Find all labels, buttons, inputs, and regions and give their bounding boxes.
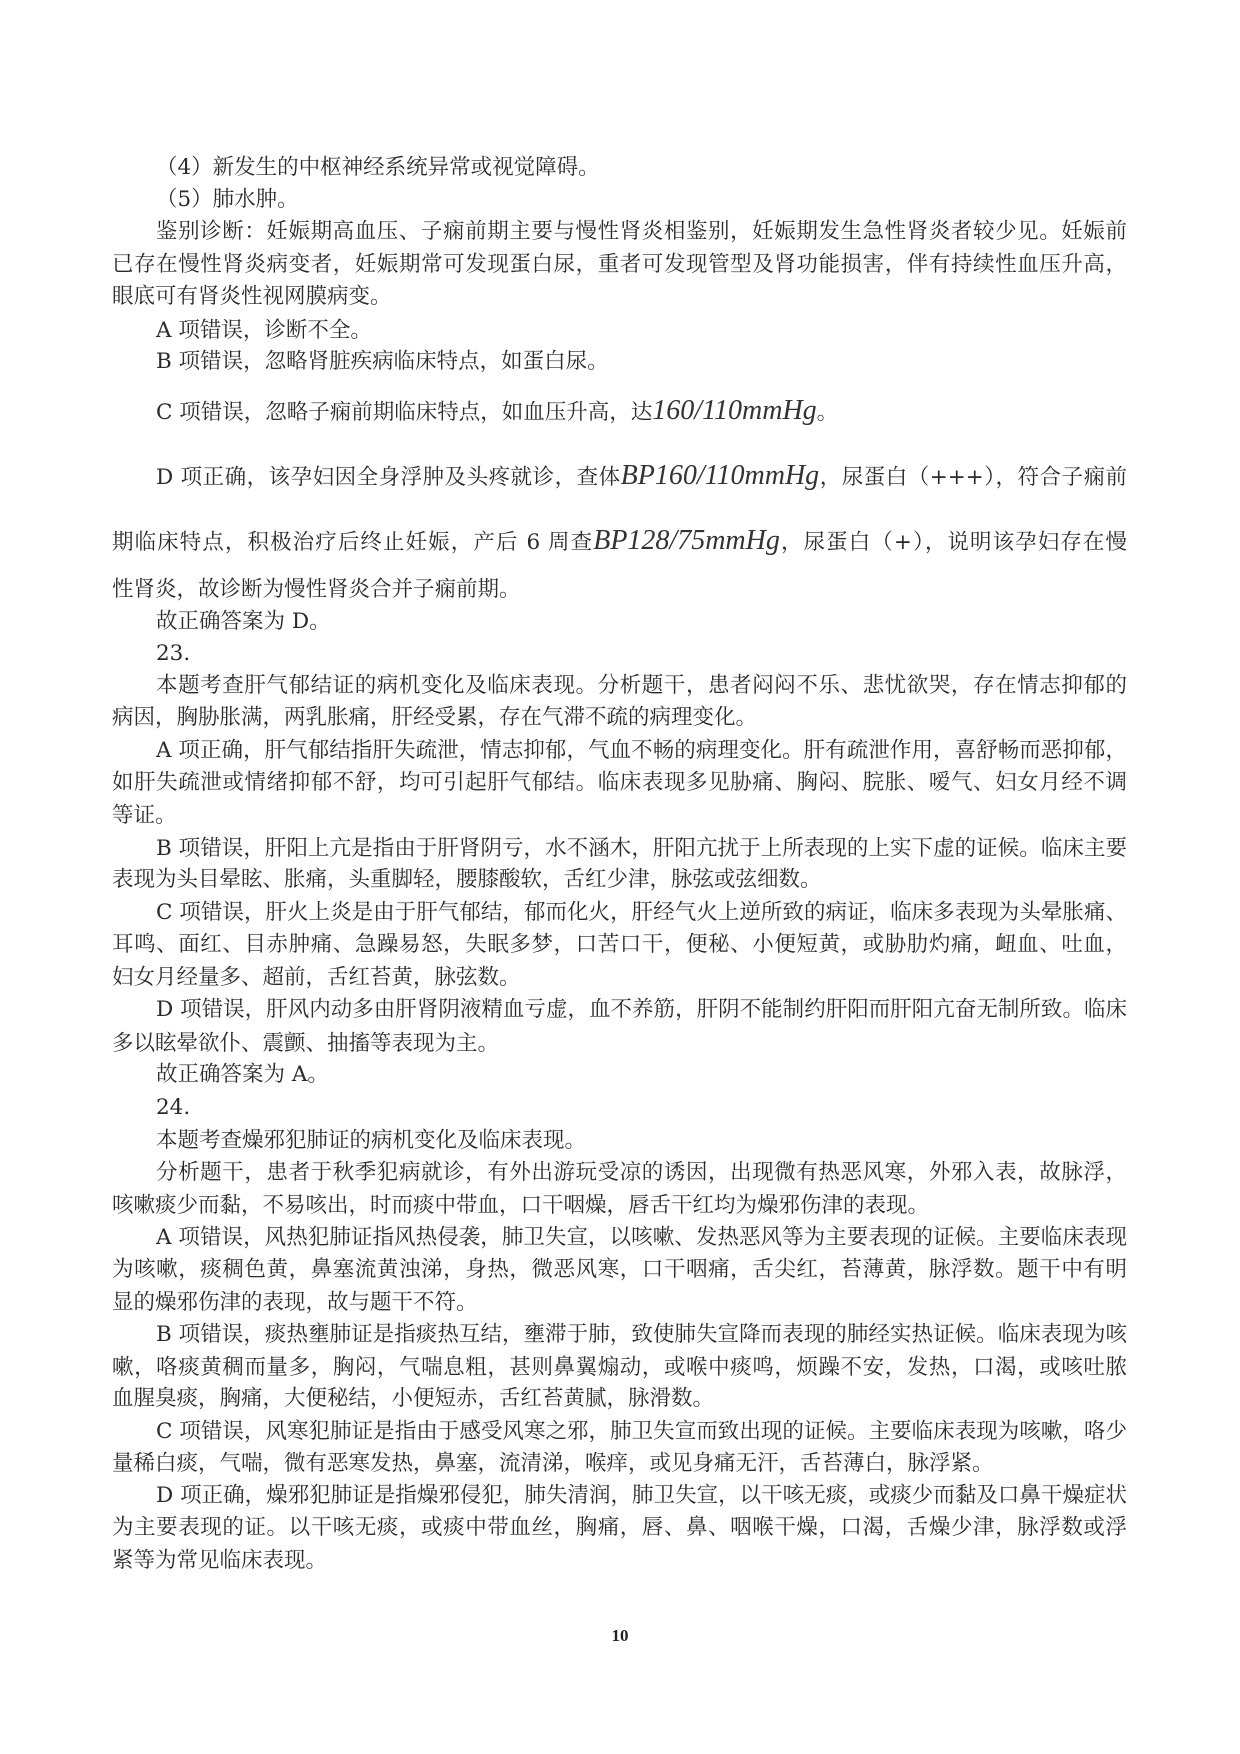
- text-segment: 性肾炎，故诊断为慢性肾炎合并子痫前期。: [112, 577, 521, 602]
- text-segment: 分析题干，患者于秋季犯病就诊，有外出游玩受凉的诱因，出现微有热恶风寒，外邪入表，故脉浮，: [156, 1160, 1127, 1185]
- text-segment: ，尿蛋白（+），说明该孕妇存在慢: [779, 530, 1127, 555]
- text-segment: 期临床特点，积极治疗后终止妊娠，产后 6 周查: [112, 530, 594, 555]
- text-segment: 故正确答案为 A。: [156, 1062, 329, 1087]
- text-segment: 鉴别诊断：妊娠期高血压、子痫前期主要与慢性肾炎相鉴别，妊娠期发生急性肾炎者较少见。妊娠前: [156, 219, 1127, 244]
- text-line: [112, 702, 1127, 734]
- text-segment: 等证。: [112, 803, 177, 828]
- math-expression: BP160/110mmHg: [620, 460, 820, 491]
- text-segment: B 项错误，痰热壅肺证是指痰热互结，壅滞于肺，致使肺失宣降而表现的肺经实热证候。临床表现为咳: [156, 1322, 1127, 1347]
- text-segment: 咳嗽痰少而黏，不易咳出，时而痰中带血，口干咽燥，唇舌干红均为燥邪伤津的表现。: [112, 1193, 930, 1218]
- text-line: [112, 1028, 1127, 1060]
- text-line: [112, 574, 1127, 606]
- text-segment: C 项错误，肝火上炎是由于肝气郁结，郁而化火，肝经气火上逆所致的病证，临床多表现为头晕胀痛、: [156, 900, 1127, 925]
- text-line: [156, 346, 1127, 378]
- text-line: [156, 460, 1127, 492]
- text-line: [156, 152, 1127, 184]
- text-segment: A 项错误，风热犯肺证指风热侵袭，肺卫失宣，以咳嗽、发热恶风等为主要表现的证候。主要临床表现: [156, 1225, 1127, 1250]
- text-line: [156, 670, 1127, 702]
- text-segment: 耳鸣、面红、目赤肿痛、急躁易怒，失眠多梦，口苦口干，便秘、小便短黄，或胁肋灼痛，衄血、吐血，: [112, 932, 1127, 957]
- text-segment: ，尿蛋白（+++），符合子痫前: [819, 465, 1128, 490]
- text-segment: 24.: [156, 1095, 191, 1120]
- page-number: 10: [611, 1626, 629, 1645]
- text-line: [112, 1545, 1127, 1577]
- text-line: [112, 1448, 1127, 1480]
- text-line: [156, 1059, 1127, 1091]
- text-segment: 本题考查燥邪犯肺证的病机变化及临床表现。: [156, 1128, 587, 1153]
- text-segment: A 项正确，肝气郁结指肝失疏泄，情志抑郁，气血不畅的病理变化。肝有疏泄作用，喜舒畅而恶抑郁，: [156, 738, 1127, 763]
- text-line: [156, 606, 1127, 638]
- text-line: [112, 1383, 1127, 1415]
- math-expression: BP128/75mmHg: [593, 525, 780, 556]
- text-segment: 妇女月经量多、超前，舌红苔黄，脉弦数。: [112, 965, 521, 990]
- text-line: [112, 962, 1127, 994]
- text-line: [112, 800, 1127, 832]
- text-line: [112, 767, 1127, 799]
- text-segment: 为主要表现的证。以干咳无痰，或痰中带血丝，胸痛，唇、鼻、咽喉干燥，口渴，舌燥少津，脉浮数或浮: [112, 1515, 1127, 1540]
- text-segment: 紧等为常见临床表现。: [112, 1548, 328, 1573]
- text-segment: 病因，胸胁胀满，两乳胀痛，肝经受累，存在气滞不疏的病理变化。: [112, 705, 758, 730]
- text-segment: 表现为头目晕眩、胀痛，头重脚轻，腰膝酸软，舌红少津，脉弦或弦细数。: [112, 867, 822, 892]
- text-line: [112, 1190, 1127, 1222]
- text-segment: D 项正确，该孕妇因全身浮肿及头疼就诊，查体: [156, 465, 621, 490]
- text-line: [156, 1125, 1127, 1157]
- text-line: [156, 1416, 1127, 1448]
- text-line: [112, 1287, 1127, 1319]
- text-line: [156, 395, 1127, 427]
- text-line: [112, 1352, 1127, 1384]
- text-line: [156, 897, 1127, 929]
- text-segment: 血腥臭痰，胸痛，大便秘结，小便短赤，舌红苔黄腻，脉滑数。: [112, 1386, 715, 1411]
- text-line: [156, 216, 1127, 248]
- text-segment: （4）新发生的中枢神经系统异常或视觉障碍。: [156, 155, 600, 180]
- text-segment: C 项错误，忽略子痫前期临床特点，如血压升高，达: [156, 400, 653, 425]
- text-segment: 23.: [156, 641, 191, 666]
- text-segment: （5）肺水肿。: [156, 187, 299, 212]
- text-segment: 为咳嗽，痰稠色黄，鼻塞流黄浊涕，身热，微恶风寒，口干咽痛，舌尖红，苔薄黄，脉浮数。题干中有明: [112, 1257, 1127, 1282]
- text-segment: 嗽，咯痰黄稠而量多，胸闷，气喘息粗，甚则鼻翼煽动，或喉中痰鸣，烦躁不安，发热，口渴，或咳吐脓: [112, 1355, 1127, 1380]
- text-segment: 显的燥邪伤津的表现，故与题干不符。: [112, 1290, 478, 1315]
- text-segment: 本题考查肝气郁结证的病机变化及临床表现。分析题干，患者闷闷不乐、悲忧欲哭，存在情志抑郁的: [156, 673, 1127, 698]
- text-segment: 。: [816, 400, 839, 425]
- text-segment: D 项正确，燥邪犯肺证是指燥邪侵犯，肺失清润，肺卫失宣，以干咳无痰，或痰少而黏及口鼻干燥症状: [156, 1483, 1127, 1508]
- text-line: [156, 735, 1127, 767]
- text-line: [112, 1254, 1127, 1286]
- text-line: [112, 864, 1127, 896]
- text-line: [156, 1157, 1127, 1189]
- text-segment: A 项错误，诊断不全。: [156, 318, 372, 343]
- text-line: [156, 1222, 1127, 1254]
- text-segment: B 项错误，肝阳上亢是指由于肝肾阴亏，水不涵木，肝阳亢扰于上所表现的上实下虚的证候。临床主要: [156, 836, 1127, 861]
- text-line: [156, 1480, 1127, 1512]
- text-line: [156, 994, 1127, 1026]
- text-segment: 多以眩晕欲仆、震颤、抽搐等表现为主。: [112, 1031, 500, 1056]
- text-segment: 故正确答案为 D。: [156, 609, 331, 634]
- math-expression: 160/110mmHg: [652, 395, 817, 426]
- text-segment: C 项错误，风寒犯肺证是指由于感受风寒之邪，肺卫失宣而致出现的证候。主要临床表现为咳嗽，咯少: [156, 1419, 1127, 1444]
- text-line: [156, 315, 1127, 347]
- text-segment: 已存在慢性肾炎病变者，妊娠期常可发现蛋白尿，重者可发现管型及肾功能损害，伴有持续性血压升高，: [112, 252, 1127, 277]
- text-line: [112, 249, 1127, 281]
- text-line: [156, 638, 1127, 670]
- text-line: [156, 833, 1127, 865]
- text-segment: D 项错误，肝风内动多由肝肾阴液精血亏虚，血不养筋，肝阴不能制约肝阳而肝阳亢奋无制所致。临床: [156, 997, 1127, 1022]
- text-line: [112, 1512, 1127, 1544]
- text-segment: B 项错误，忽略肾脏疾病临床特点，如蛋白尿。: [156, 349, 609, 374]
- text-line: [112, 525, 1127, 557]
- text-line: [112, 281, 1127, 313]
- text-segment: 量稀白痰，气喘，微有恶寒发热，鼻塞，流清涕，喉痒，或见身痛无汗，舌苔薄白，脉浮紧。: [112, 1451, 994, 1476]
- text-segment: 眼底可有肾炎性视网膜病变。: [112, 284, 392, 309]
- text-line: [112, 929, 1127, 961]
- text-line: [156, 184, 1127, 216]
- text-line: [156, 1319, 1127, 1351]
- text-line: [156, 1092, 1127, 1124]
- text-segment: 如肝失疏泄或情绪抑郁不舒，均可引起肝气郁结。临床表现多见胁痛、胸闷、脘胀、嗳气、妇女月经不调: [112, 770, 1127, 795]
